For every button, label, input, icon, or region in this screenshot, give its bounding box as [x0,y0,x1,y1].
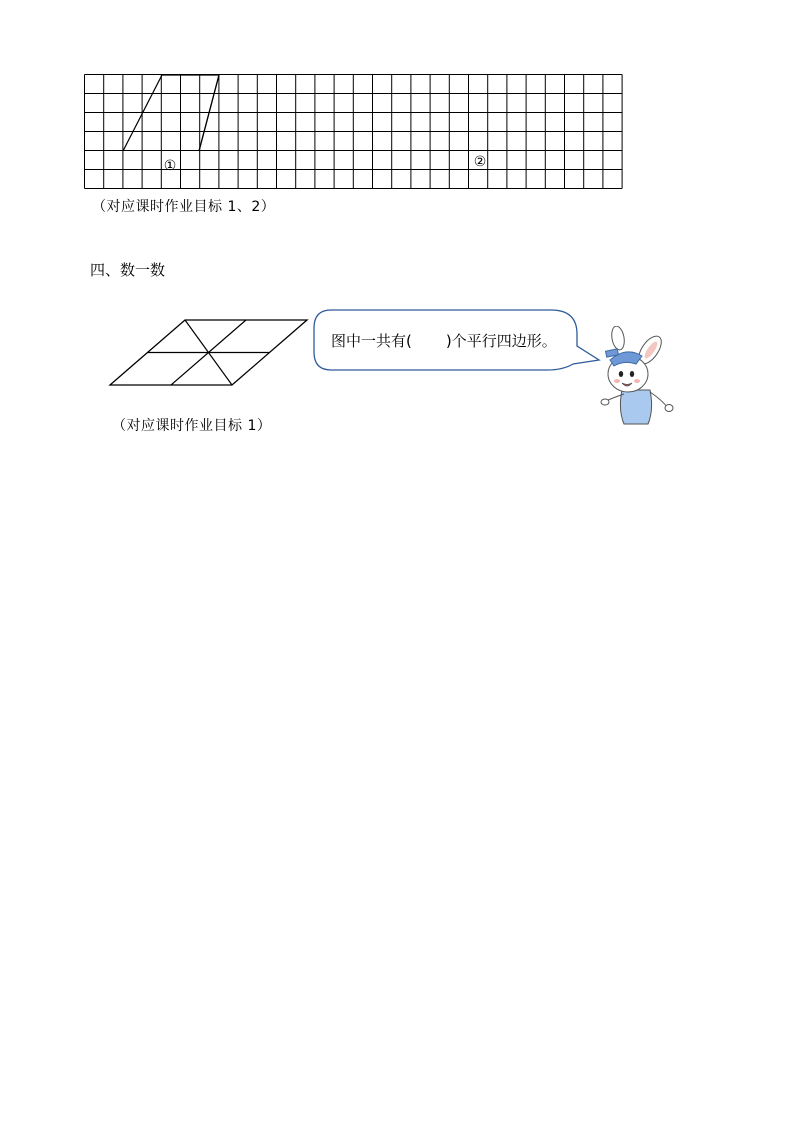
grid-objective-note: （对应课时作业目标 1、2） [92,199,276,215]
question-text-after: )个平行四边形。 [445,332,557,350]
divided-parallelogram-figure [108,318,310,388]
figure-1-label: ① [163,158,177,174]
bubble-question [331,330,557,351]
cartoon-rabbit-icon [596,326,678,430]
dot-grid-figure [84,74,624,190]
question-text-before: 图中一共有( [331,332,412,350]
count-objective-note: （对应课时作业目标 1） [112,418,272,434]
figure-2-label: ② [473,154,487,170]
section-4-heading: 四、数一数 [90,261,166,279]
